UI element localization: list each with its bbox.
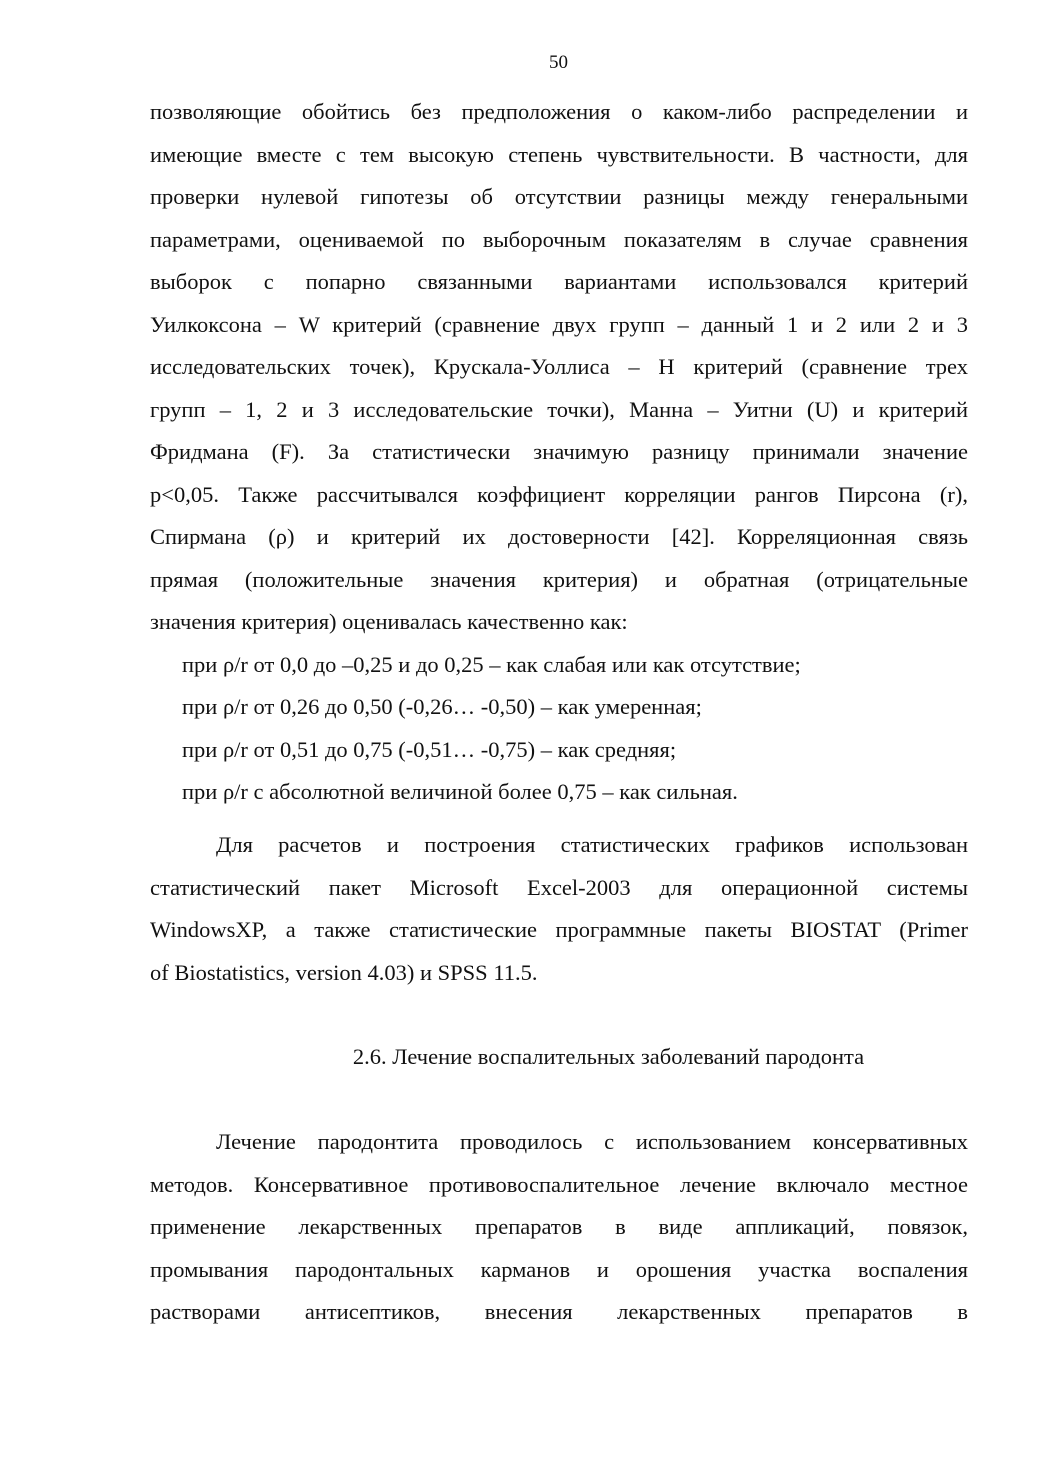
paragraph-line: имеющие вместе с тем высокую степень чувствительности. В частности, для <box>150 141 968 167</box>
paragraph-line: проверки нулевой гипотезы об отсутствии разницы между генеральными <box>150 184 968 209</box>
methods-text-block <box>150 91 968 814</box>
paragraph-line: Спирмана (ρ) и критерий их достоверности [42]. Корреляционная связь <box>150 524 968 549</box>
paragraph-line: применение лекарственных препаратов в виде аппликаций, повязок, <box>150 1214 968 1239</box>
correlation-list-item: при ρ/r от 0,0 до –0,25 и до 0,25 – как слабая или как отсутствие; <box>182 651 801 677</box>
paragraph-line: методов. Консервативное противовоспалительное лечение включало местное <box>150 1171 968 1197</box>
paragraph-line: параметрами, оцениваемой по выборочным показателям в случае сравнения <box>150 226 968 252</box>
paragraph-line: выборок с попарно связанными вариантами использовался критерий <box>150 269 968 294</box>
paragraph-line: прямая (положительные значения критерия) и обратная (отрицательные <box>150 566 968 592</box>
treatment-text-block <box>150 1121 968 1334</box>
page-number: 50 <box>549 52 568 73</box>
software-text-block <box>150 824 968 994</box>
paragraph-line: Лечение пародонтита проводилось с использованием консервативных <box>216 1129 968 1154</box>
paragraph-line: промывания пародонтальных карманов и орошения участка воспаления <box>150 1256 968 1282</box>
paragraph-line: позволяющие обойтись без предположения о каком-либо распределении и <box>150 99 968 124</box>
correlation-list-item: при ρ/r от 0,26 до 0,50 (-0,26… -0,50) – как умеренная; <box>182 694 702 719</box>
correlation-list-item: при ρ/r с абсолютной величиной более 0,75 – как сильная. <box>182 779 738 804</box>
paragraph-line: групп – 1, 2 и 3 исследовательские точки), Манна – Уитни (U) и критерий <box>150 396 968 422</box>
paragraph-line: значения критерия) оценивалась качественно как: <box>150 609 628 634</box>
paragraph-line: р<0,05. Также рассчитывался коэффициент корреляции рангов Пирсона (r), <box>150 481 968 507</box>
paragraph-line: of Biostatistics, version 4.03) и SPSS 11.5. <box>150 959 538 985</box>
paragraph-line: растворами антисептиков, внесения лекарственных препаратов в <box>150 1299 968 1324</box>
paragraph-line: Уилкоксона – W критерий (сравнение двух групп – данный 1 и 2 или 2 и 3 <box>150 311 968 337</box>
correlation-list-item: при ρ/r от 0,51 до 0,75 (-0,51… -0,75) – как средняя; <box>182 736 677 762</box>
paragraph-line: Для расчетов и построения статистических графиков использован <box>216 832 968 857</box>
paragraph-line: исследовательских точек), Крускала-Уоллиса – Н критерий (сравнение трех <box>150 354 968 379</box>
paragraph-line: WindowsXP, а также статистические программные пакеты BIOSTAT (Primer <box>150 917 968 942</box>
section-heading: 2.6. Лечение воспалительных заболеваний пародонта <box>352 1044 865 1069</box>
paragraph-line: Фридмана (F). За статистически значимую разницу принимали значение <box>150 439 968 464</box>
paragraph-line: статистический пакет Microsoft Excel-2003 для операционной системы <box>150 874 968 900</box>
